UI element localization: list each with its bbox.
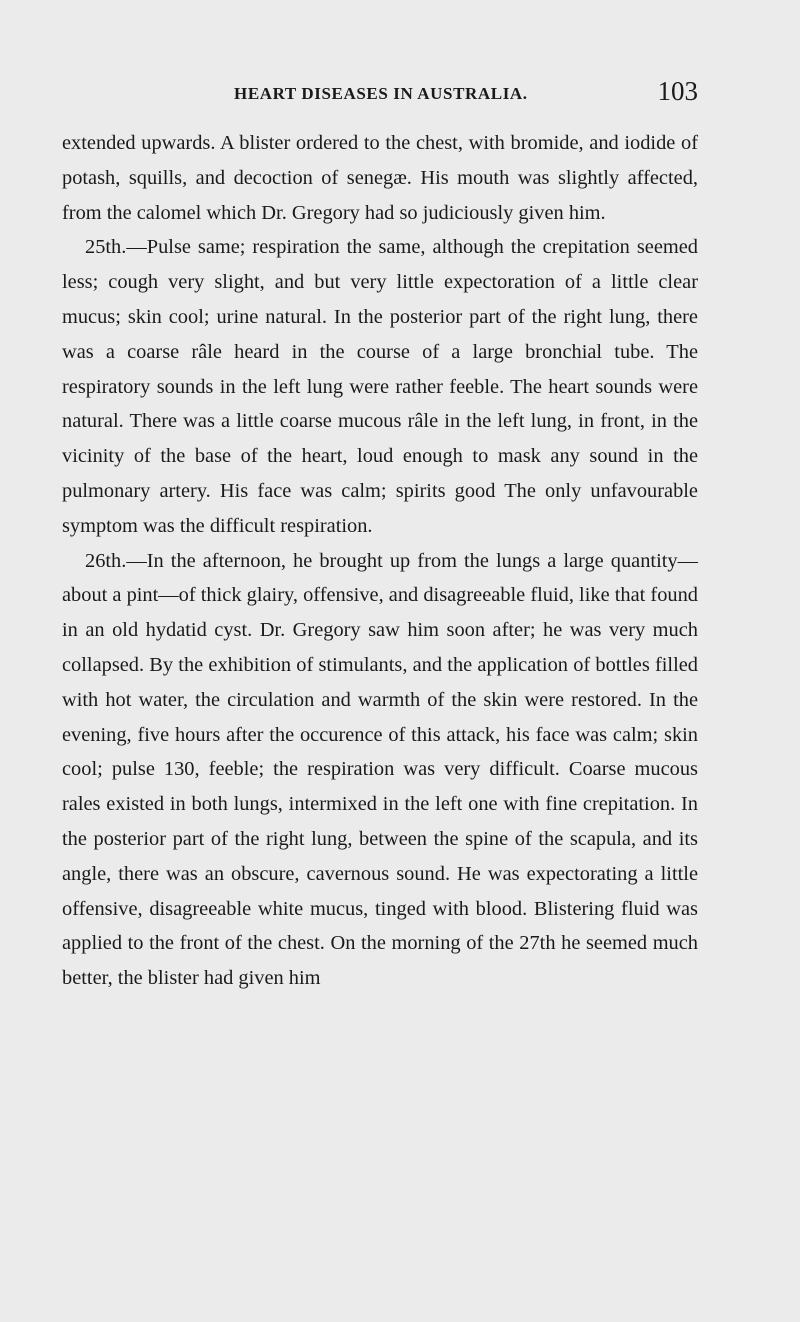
running-title: HEART DISEASES IN AUSTRALIA. (234, 84, 528, 103)
page-number: 103 (657, 76, 698, 106)
paragraph-continuation: extended upwards. A blister ordered to the chest, with bromide, and iodide of potash, squills, and decoction of senegæ. His mouth was slightly affected, from the calomel which Dr. Gregory had so judiciously given him. (62, 132, 698, 224)
page-header (62, 76, 698, 110)
body-text (62, 126, 698, 996)
paragraph-25th: 25th.—Pulse same; respiration the same, although the crepitation seemed less; cough very slight, and but very little expectoration of a little clear mucus; skin cool; urine natural. In the posterior part of the right lung, there was a coarse râle heard in the course of a large bronchial tube. The respiratory sounds in the left lung were rather feeble. The heart sounds were natural. There was a little coarse mucous râle in the left lung, in front, in the vicinity of the base of the heart, loud enough to mask any sound in the pulmonary artery. His face was calm; spirits good The only unfavourable symptom was the difficult respiration. (62, 236, 698, 537)
paragraph-26th: 26th.—In the afternoon, he brought up from the lungs a large quantity—about a pint—of thick glairy, offensive, and disagreeable fluid, like that found in an old hydatid cyst. Dr. Gregory saw him soon after; he was very much collapsed. By the exhibition of stimulants, and the application of bottles filled with hot water, the circulation and warmth of the skin were restored. In the evening, five hours after the occurence of this attack, his face was calm; skin cool; pulse 130, feeble; the respiration was very difficult. Coarse mucous rales existed in both lungs, intermixed in the left one with fine crepitation. In the posterior part of the right lung, between the spine of the scapula, and its angle, there was an obscure, cavernous sound. He was expectorating a little offensive, disagreeable white mucus, tinged with blood. Blistering fluid was applied to the front of the chest. On the morning of the 27th he seemed much better, the blister had given him (62, 549, 698, 990)
